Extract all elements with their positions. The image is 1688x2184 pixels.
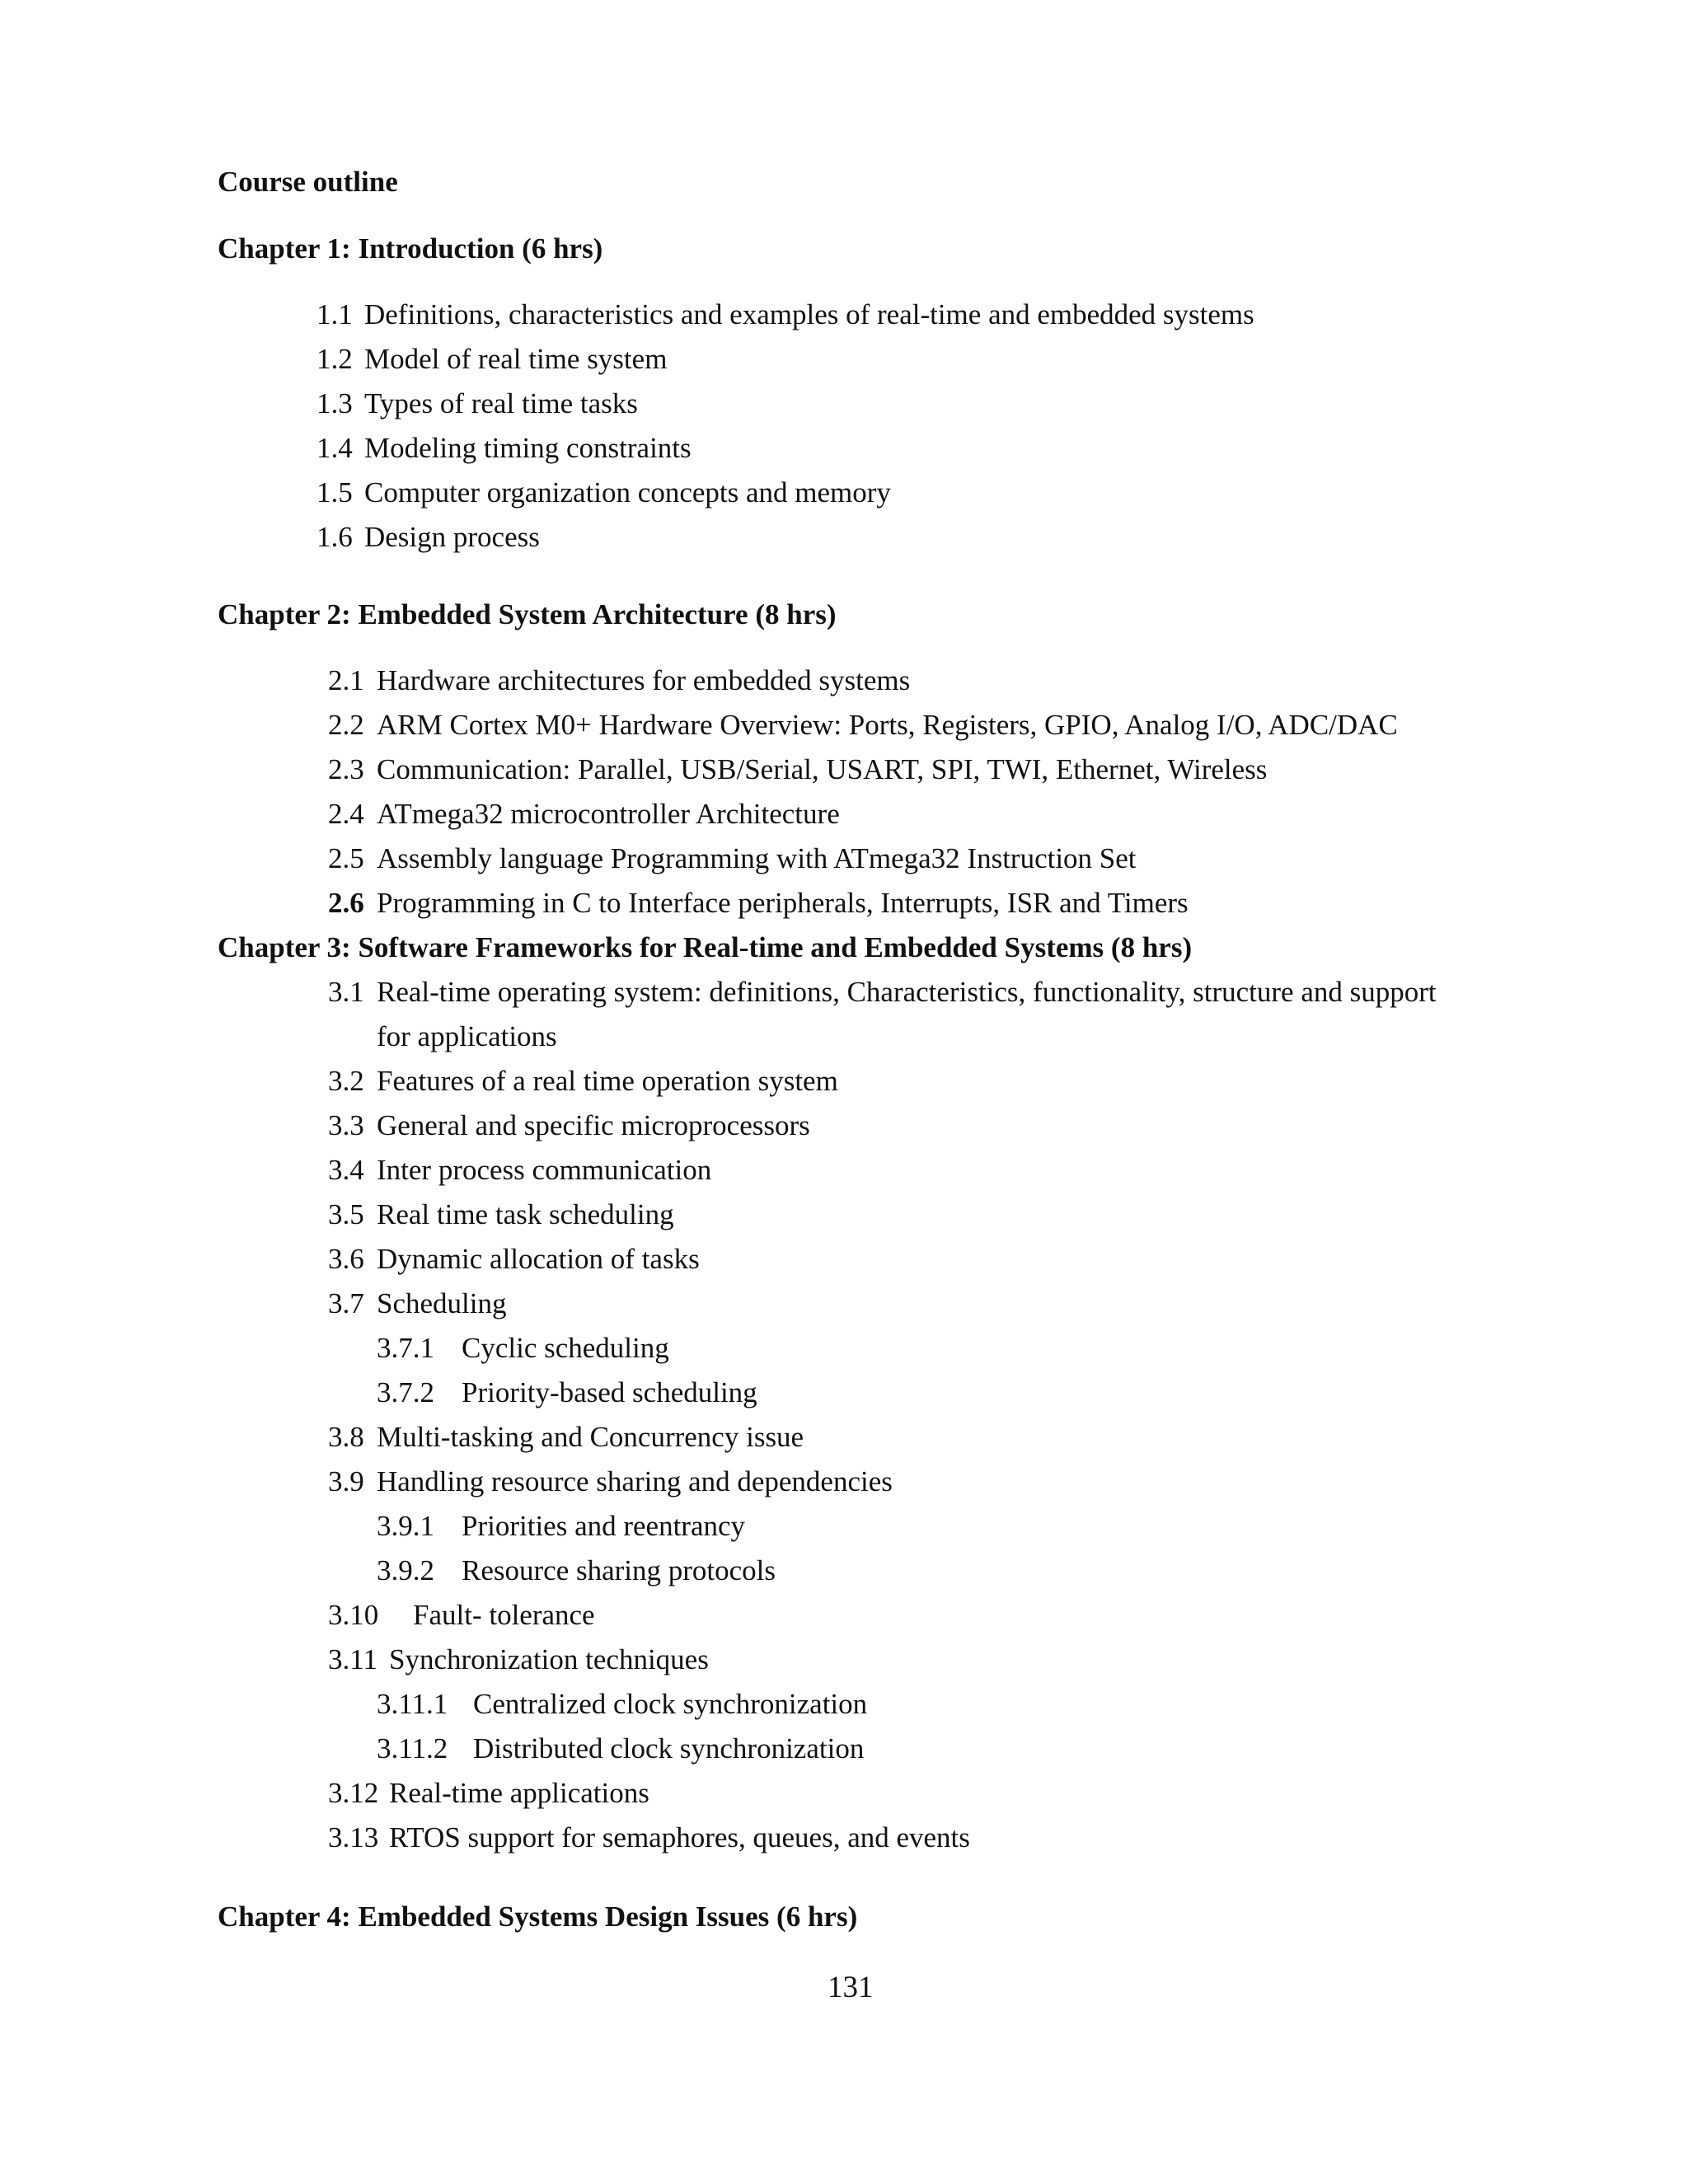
item-text: Communication: Parallel, USB/Serial, USART, SPI, TWI, Ethernet, Wireless: [377, 753, 1268, 785]
item-number: 2.5: [328, 842, 364, 874]
item-text: Real-time applications: [389, 1777, 649, 1809]
item-number: 3.7: [328, 1287, 364, 1319]
item-number: 2.3: [328, 753, 364, 785]
item-number: 3.11.2: [377, 1732, 448, 1765]
item-number: 3.5: [328, 1198, 364, 1230]
item-number: 3.9.2: [377, 1554, 434, 1586]
item-number: 2.6: [328, 887, 364, 919]
item-text: Hardware architectures for embedded systems: [377, 664, 911, 696]
item-text: Priorities and reentrancy: [462, 1510, 746, 1542]
item-text: RTOS support for semaphores, queues, and events: [389, 1821, 970, 1854]
item-text: Centralized clock synchronization: [473, 1688, 868, 1720]
item-text: Cyclic scheduling: [462, 1332, 669, 1364]
item-number: 1.4: [316, 432, 353, 464]
item-number: 3.9.1: [377, 1510, 434, 1542]
item-number: 3.8: [328, 1421, 364, 1453]
item-text: Assembly language Programming with ATmega32 Instruction Set: [377, 842, 1137, 874]
item-number: 2.1: [328, 664, 364, 696]
item-number: 3.3: [328, 1109, 364, 1141]
course-outline-title: Course outline: [218, 166, 398, 198]
item-text: Definitions, characteristics and examples of real-time and embedded systems: [364, 298, 1254, 330]
item-number: 3.10: [328, 1599, 379, 1631]
item-text: Model of real time system: [364, 343, 668, 375]
item-number: 2.4: [328, 798, 364, 830]
item-text: ATmega32 microcontroller Architecture: [377, 798, 840, 830]
item-number: 3.7.1: [377, 1332, 434, 1364]
item-text: Real time task scheduling: [377, 1198, 674, 1230]
item-text: Synchronization techniques: [389, 1643, 709, 1675]
item-number: 3.13: [328, 1821, 379, 1854]
item-number: 3.4: [328, 1154, 364, 1186]
item-number: 3.1: [328, 976, 364, 1008]
item-number: 1.1: [316, 298, 353, 330]
item-number: 3.12: [328, 1777, 379, 1809]
item-number: 3.9: [328, 1465, 364, 1497]
item-number: 3.2: [328, 1065, 364, 1097]
item-text: Real-time operating system: definitions, Characteristics, functionality, structure and support: [377, 976, 1437, 1008]
page-number: 131: [828, 1971, 874, 2004]
item-text: Inter process communication: [377, 1154, 712, 1186]
chapter-3-title: Chapter 3: Software Frameworks for Real-time and Embedded Systems (8 hrs): [218, 931, 1193, 963]
item-text: Distributed clock synchronization: [473, 1732, 865, 1765]
item-text-continuation: for applications: [377, 1020, 557, 1052]
item-text: ARM Cortex M0+ Hardware Overview: Ports, Registers, GPIO, Analog I/O, ADC/DAC: [377, 709, 1398, 741]
item-text: Scheduling: [377, 1287, 507, 1319]
item-number: 3.7.2: [377, 1376, 434, 1408]
item-text: Computer organization concepts and memory: [364, 476, 891, 509]
item-text: Priority-based scheduling: [462, 1376, 757, 1408]
item-text: General and specific microprocessors: [377, 1109, 810, 1141]
item-number: 3.6: [328, 1243, 364, 1275]
item-text: Handling resource sharing and dependencies: [377, 1465, 893, 1497]
item-text: Design process: [364, 521, 540, 553]
item-number: 3.11: [328, 1643, 377, 1675]
item-number: 2.2: [328, 709, 364, 741]
item-text: Multi-tasking and Concurrency issue: [377, 1421, 804, 1453]
item-text: Resource sharing protocols: [462, 1554, 776, 1586]
item-text: Modeling timing constraints: [364, 432, 692, 464]
item-number: 1.2: [316, 343, 353, 375]
item-text: Fault- tolerance: [413, 1599, 595, 1631]
chapter-1-title: Chapter 1: Introduction (6 hrs): [218, 232, 603, 265]
item-number: 1.3: [316, 387, 353, 419]
item-number: 1.6: [316, 521, 353, 553]
item-text: Features of a real time operation system: [377, 1065, 838, 1097]
item-text: Types of real time tasks: [364, 387, 638, 419]
item-number: 1.5: [316, 476, 353, 509]
item-text: Programming in C to Interface peripherals, Interrupts, ISR and Timers: [377, 887, 1189, 919]
item-number: 3.11.1: [377, 1688, 448, 1720]
chapter-2-title: Chapter 2: Embedded System Architecture (8 hrs): [218, 598, 837, 630]
item-text: Dynamic allocation of tasks: [377, 1243, 700, 1275]
chapter-4-title: Chapter 4: Embedded Systems Design Issues (6 hrs): [218, 1900, 858, 1933]
